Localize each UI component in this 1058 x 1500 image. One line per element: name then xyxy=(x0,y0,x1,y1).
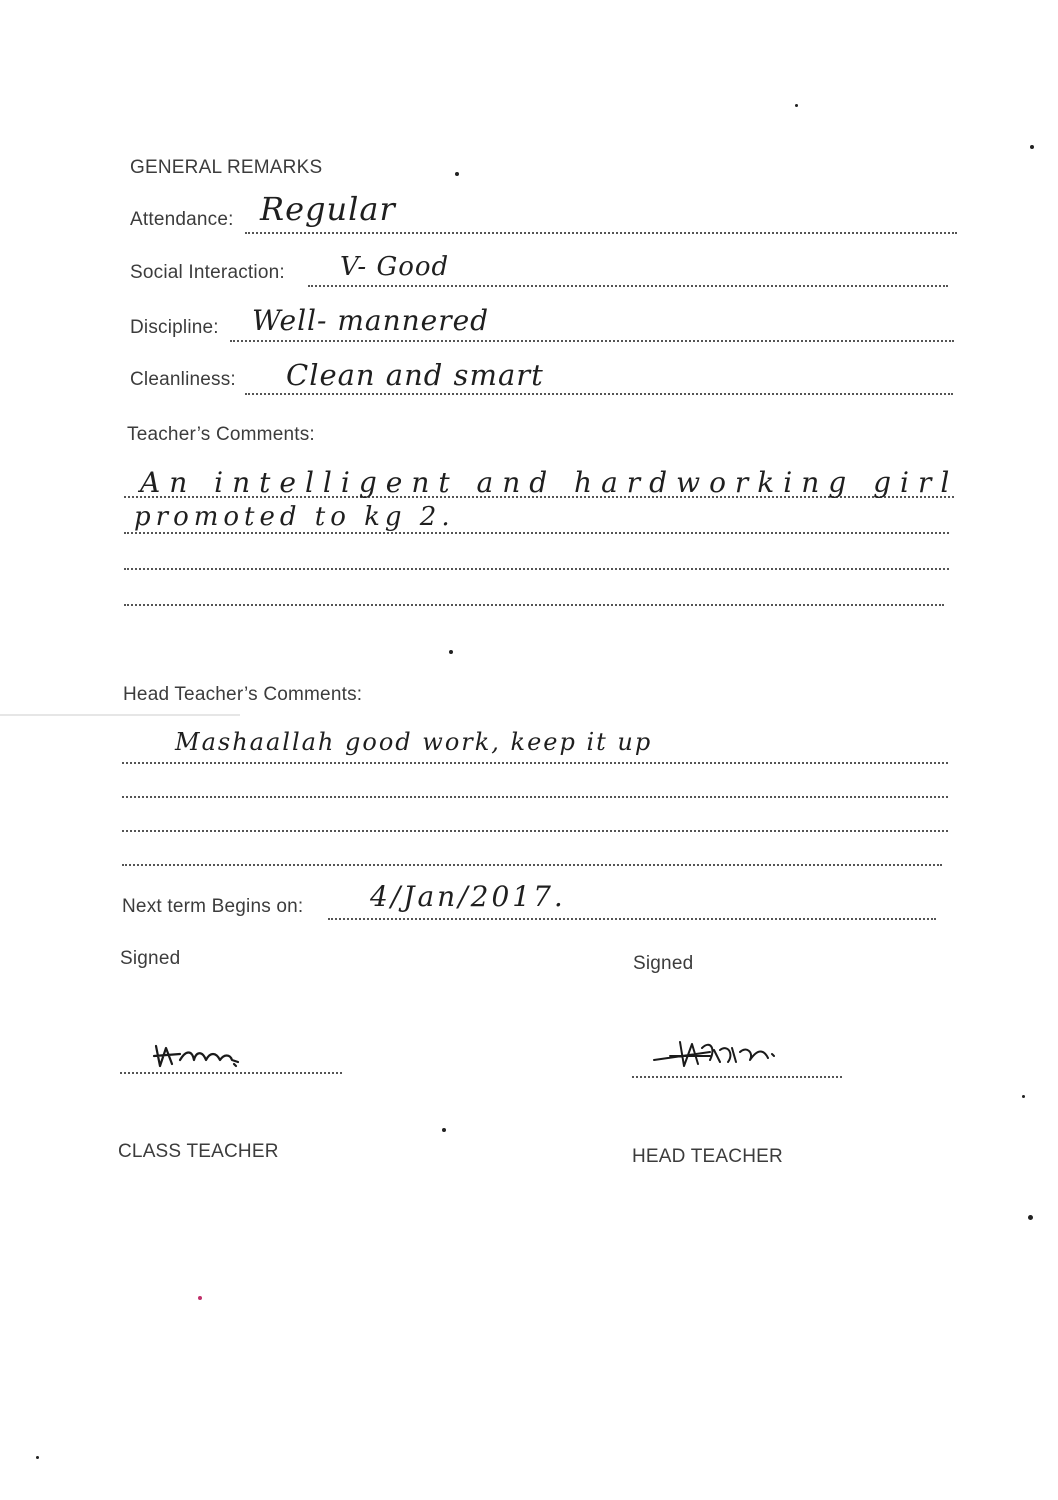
discipline-line xyxy=(230,340,954,342)
scan-speck xyxy=(1028,1215,1033,1220)
next-term-label: Next term Begins on: xyxy=(122,896,304,917)
scan-fold-mark xyxy=(0,714,240,716)
general-remarks-heading: GENERAL REMARKS xyxy=(130,157,323,178)
teacher-comments-text-2: promoted to kg 2. xyxy=(134,502,455,532)
class-teacher-signature xyxy=(150,1040,245,1070)
class-teacher-signature-line xyxy=(120,1072,342,1074)
head-teacher-comments-text-1: Mashaallah good work, keep it up xyxy=(175,728,653,756)
social-interaction-label: Social Interaction: xyxy=(130,262,285,283)
attendance-label: Attendance: xyxy=(130,209,234,230)
scan-speck xyxy=(198,1296,202,1300)
discipline-value: Well- mannered xyxy=(252,304,490,337)
social-interaction-line xyxy=(308,285,948,287)
head-teacher-title: HEAD TEACHER xyxy=(632,1146,783,1167)
head-teacher-comments-line-4 xyxy=(122,864,942,866)
teacher-comments-line-4 xyxy=(124,604,944,606)
next-term-line xyxy=(328,918,936,920)
head-teacher-comments-line-3 xyxy=(122,830,948,832)
cleanliness-line xyxy=(245,393,953,395)
discipline-label: Discipline: xyxy=(130,317,219,338)
head-teacher-signature xyxy=(650,1034,800,1074)
scan-speck xyxy=(36,1456,39,1459)
social-interaction-value: V- Good xyxy=(340,252,450,282)
head-teacher-signed-label: Signed xyxy=(633,953,694,974)
head-teacher-signature-line xyxy=(632,1076,842,1078)
teacher-comments-line-3 xyxy=(124,568,949,570)
scan-speck xyxy=(1030,145,1034,149)
head-teacher-comments-line-2 xyxy=(122,796,948,798)
scan-speck xyxy=(1022,1095,1025,1098)
scan-speck xyxy=(795,104,798,107)
attendance-value: Regular xyxy=(260,190,396,228)
teacher-comments-label: Teacher’s Comments: xyxy=(127,424,315,445)
attendance-line xyxy=(245,232,957,234)
scan-speck xyxy=(455,172,459,176)
head-teacher-comments-line-1 xyxy=(122,762,948,764)
class-teacher-title: CLASS TEACHER xyxy=(118,1141,279,1162)
scan-speck xyxy=(442,1128,446,1132)
teacher-comments-text-1: An intelligent and hardworking girl xyxy=(140,466,959,499)
cleanliness-label: Cleanliness: xyxy=(130,369,236,390)
cleanliness-value: Clean and smart xyxy=(286,358,544,392)
head-teacher-comments-label: Head Teacher’s Comments: xyxy=(123,684,363,705)
class-teacher-signed-label: Signed xyxy=(120,948,181,969)
scan-speck xyxy=(449,650,453,654)
next-term-value: 4/Jan/2017. xyxy=(370,880,566,913)
teacher-comments-line-2 xyxy=(124,532,949,534)
